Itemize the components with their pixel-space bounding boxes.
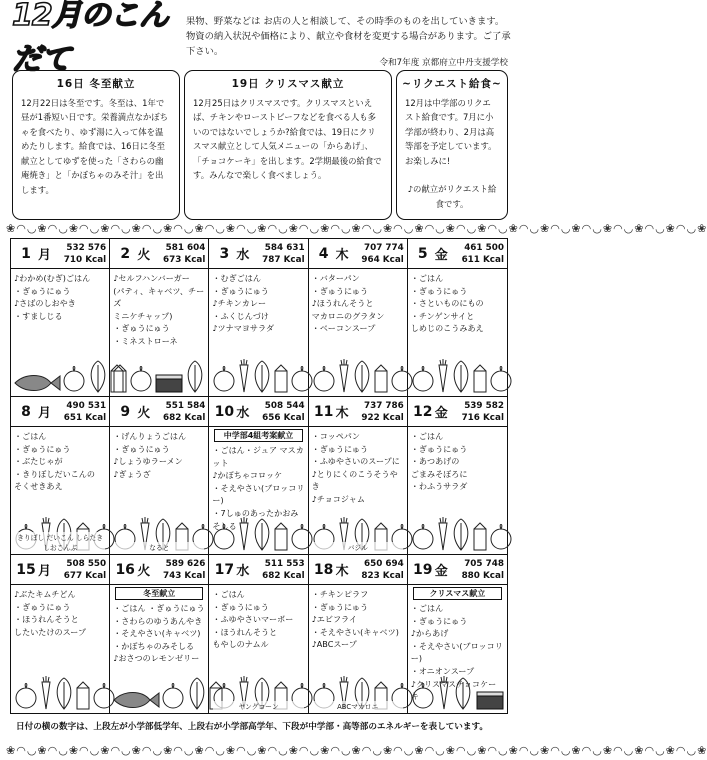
menu-item: ・ごはん <box>410 273 444 283</box>
special-menu-tag: 冬至献立 <box>115 587 203 600</box>
menu-item: ・そえやさい(ブロッコリー) <box>212 482 305 506</box>
day-cell-9 <box>110 397 209 555</box>
food-illustration <box>13 353 107 393</box>
menu-item: ・そえやさい(キャベツ) <box>113 628 201 639</box>
menu-list <box>110 585 208 665</box>
menu-item: ♪ABCスープ <box>311 639 357 650</box>
food-illustration <box>410 353 505 393</box>
menu-item: ・ほうれんそうと <box>14 614 79 625</box>
food-illustration <box>112 353 206 393</box>
calories-elementary: 508 550 <box>66 558 107 569</box>
weekday: 月 <box>38 248 52 263</box>
weekday: 月 <box>38 406 52 421</box>
calories-secondary: 743 Kcal <box>162 570 206 581</box>
calories-elementary: 461 500 <box>464 242 504 253</box>
day-header <box>408 239 507 269</box>
calories-secondary: 673 Kcal <box>162 254 206 265</box>
illustration-label: ヤングコーン <box>213 701 303 711</box>
day-header <box>309 397 407 427</box>
date-number: 9 <box>120 403 131 420</box>
date-number: 3 <box>219 245 230 262</box>
special-menu-tag: 中学部4組考案献立 <box>214 429 302 442</box>
day-cell-2 <box>110 239 209 397</box>
calories-elementary: 581 604 <box>165 242 206 253</box>
menu-item: ・ぎゅうにゅう <box>212 285 269 296</box>
menu-item: ♪チキンカレー <box>212 298 267 309</box>
calories <box>64 558 106 582</box>
menu-item: ・むぎごはん <box>212 273 261 283</box>
menu-item: ・ぎゅうにゅう <box>113 443 170 454</box>
calories-elementary: 737 786 <box>364 400 404 411</box>
menu-item: ・バターパン <box>311 273 360 283</box>
menu-item: ・きりぼしだいこんの <box>14 468 95 479</box>
food-illustration <box>211 511 305 551</box>
weekday: 金 <box>434 248 448 263</box>
day-header <box>110 397 208 427</box>
menu-item: ♪ぎょうざ <box>113 468 151 479</box>
menu-item: ♪エビフライ <box>311 614 357 625</box>
menu-item: ・ごはん・ジュア マスカット <box>212 445 304 468</box>
notice <box>186 14 512 59</box>
calories <box>462 400 504 424</box>
illustration-label: きりぼし だいこん しらたき しおこんぶ <box>15 532 105 552</box>
menu-item: ♪わかめ(むぎ)ごはん <box>14 273 91 283</box>
menu-item: ・すましじる <box>14 310 63 321</box>
winter-solstice-box <box>12 70 180 220</box>
weekday: 木 <box>335 564 349 579</box>
page-title-text: 12月のこんだて <box>12 0 168 77</box>
day-cell-19 <box>408 555 507 713</box>
special-menu-tag: クリスマス献立 <box>413 587 502 600</box>
menu-item: ♪しょうゆラーメン <box>113 456 183 467</box>
weekday: 金 <box>434 406 448 421</box>
menu-list <box>408 427 507 493</box>
day-header <box>11 555 109 585</box>
box-extra: ♪の献立がリクエスト給食です。 <box>407 184 497 209</box>
day-header <box>209 239 307 269</box>
menu-item: ♪ぶたキムチどん <box>14 589 76 599</box>
footer-note: 日付の横の数字は、上段左が小学部低学年、上段右が小学部高学年、下段が中学部・高等部のエネルギーを表しています。 <box>16 722 488 732</box>
day-cell-11 <box>309 397 408 555</box>
menu-item: マカロニのグラタン <box>311 310 385 321</box>
menu-list <box>209 585 307 651</box>
date-number: 1 <box>21 245 31 262</box>
date-number: 16 <box>115 561 135 578</box>
calories-secondary: 682 Kcal <box>162 412 206 423</box>
box-heading: 19日 クリスマス献立 <box>231 78 345 90</box>
calories <box>462 558 504 582</box>
weekday: 火 <box>137 406 151 421</box>
weekday: 水 <box>236 406 250 421</box>
food-illustration <box>112 670 206 710</box>
calories-secondary: 964 Kcal <box>361 254 404 265</box>
menu-item: ・7しゅのあったかおみそしる <box>212 507 299 531</box>
menu-list <box>309 269 407 335</box>
calories-elementary: 705 748 <box>464 558 504 569</box>
menu-item: ・ごはん <box>410 431 444 441</box>
day-cell-16 <box>110 555 209 713</box>
day-cell-1 <box>11 239 110 397</box>
weekday: 火 <box>137 248 151 263</box>
menu-calendar <box>10 238 508 714</box>
menu-item: ・ミネストローネ <box>113 335 178 346</box>
menu-list <box>110 269 208 348</box>
request-box <box>396 70 508 220</box>
menu-item: ・げんりょうごはん <box>113 431 187 441</box>
menu-item: ・ぎゅうにゅう <box>311 285 369 296</box>
menu-item: したいたけのスープ <box>14 626 87 637</box>
weekday: 金 <box>434 564 448 579</box>
calories-secondary: 677 Kcal <box>63 570 107 581</box>
date-number: 5 <box>417 245 428 262</box>
menu-item: そくせきあえ <box>14 481 63 492</box>
menu-item: ・ごはん <box>212 589 245 599</box>
date-number: 8 <box>21 403 31 420</box>
menu-item: ・さわらのゆうあんやき <box>113 615 203 626</box>
scallop-border-bottom: ❀◠◡❀◠◡❀◠◡❀◠◡❀◠◡❀◠◡❀◠◡❀◠◡❀◠◡❀◠◡❀◠◡❀◠◡❀◠◡❀◠◡❀◠◡❀◠◡❀◠◡❀◠◡❀◠◡❀◠◡❀◠◡❀◠◡❀ <box>6 744 707 757</box>
calories-elementary: 589 626 <box>165 558 206 569</box>
day-header <box>110 555 208 585</box>
scallop-border-top: ❀◠◡❀◠◡❀◠◡❀◠◡❀◠◡❀◠◡❀◠◡❀◠◡❀◠◡❀◠◡❀◠◡❀◠◡❀◠◡❀◠◡❀◠◡❀◠◡❀◠◡❀◠◡❀◠◡❀◠◡❀◠◡❀◠◡❀ <box>6 222 707 235</box>
calories-elementary: 508 544 <box>264 400 305 411</box>
calories-secondary: 880 Kcal <box>461 570 504 581</box>
food-illustration <box>311 353 405 393</box>
menu-item: ♪かぼちゃコロッケ <box>212 470 283 481</box>
calories-secondary: 716 Kcal <box>461 412 504 423</box>
christmas-box <box>184 70 392 220</box>
date-number: 12 <box>413 403 433 420</box>
menu-item: ・ベーコンスープ <box>311 323 376 334</box>
notice-line-1: 果物、野菜などは お店の人と相談して、その時季のものを出していきます。 <box>186 16 505 27</box>
menu-item: ・そえやさい(キャベツ) <box>311 626 399 637</box>
calories-elementary: 490 531 <box>66 400 107 411</box>
menu-list <box>11 585 109 638</box>
menu-item: ・ふくじんづけ <box>212 310 269 321</box>
calories <box>361 400 403 424</box>
menu-item: ・ほうれんそうと <box>212 626 278 637</box>
day-header <box>209 397 307 427</box>
calories <box>64 400 106 424</box>
day-cell-18 <box>309 555 408 713</box>
issuer: 令和7年度 京都府立中丹支援学校 <box>379 58 508 68</box>
menu-item: ・チンゲンサイと <box>410 310 475 321</box>
menu-item: ・ぎゅうにゅう <box>14 601 71 612</box>
menu-item: ・ごはん <box>410 603 444 613</box>
illustration-label: なると <box>114 542 204 552</box>
menu-item: ・ぶたじゃが <box>14 456 63 467</box>
menu-list <box>309 585 407 651</box>
calories-elementary: 650 694 <box>364 558 404 569</box>
calories-secondary: 823 Kcal <box>361 570 404 581</box>
calories-secondary: 651 Kcal <box>63 412 107 423</box>
menu-item: ・ふゆやさいマーボー <box>212 614 294 625</box>
day-cell-5 <box>408 239 507 397</box>
weekday: 月 <box>38 564 52 579</box>
date-number: 15 <box>16 561 36 578</box>
calories <box>462 242 504 266</box>
menu-item: ・ごはん <box>14 431 47 441</box>
menu-item: ・ぎゅうにゅう <box>311 601 369 612</box>
calories <box>361 242 403 266</box>
calories-secondary: 656 Kcal <box>262 412 305 423</box>
calories <box>163 558 205 582</box>
day-header <box>11 239 109 269</box>
date-number: 10 <box>214 403 235 420</box>
day-header <box>209 555 307 585</box>
day-cell-12 <box>408 397 507 555</box>
menu-item: ・かぼちゃのみそしる <box>113 640 195 651</box>
menu-list <box>11 427 109 493</box>
menu-item: ♪とりにくのこうそうやき <box>311 468 398 492</box>
calories-elementary: 511 553 <box>264 558 305 569</box>
menu-item: しめじのこうみあえ <box>410 323 484 334</box>
menu-item: ♪さばのしおやき <box>14 298 76 309</box>
date-number: 4 <box>318 245 329 262</box>
menu-item: ・オニオンスープ <box>410 665 475 676</box>
box-heading: 16日 冬至献立 <box>56 78 136 90</box>
food-illustration <box>13 670 107 710</box>
menu-item: ・そえやさい(ブロッコリー) <box>410 640 503 664</box>
box-body: 12月は中学部のリクエスト給食です。7月に小学部が終わり、2月は高等部を予定しています。お楽しみに! <box>405 97 497 166</box>
calories-elementary: 532 576 <box>66 242 107 253</box>
notice-line-2: 物資の納入状況や価格により、献立や食材を変更する場合があります。ご了承下さい。 <box>186 31 511 57</box>
calories-elementary: 584 631 <box>264 242 305 253</box>
menu-item: ・ぎゅうにゅう <box>212 601 269 612</box>
day-header <box>309 555 407 585</box>
menu-item: ・さといものにもの <box>410 298 484 309</box>
calories-elementary: 707 774 <box>364 242 404 253</box>
menu-item: ・わふうサラダ <box>410 481 468 492</box>
day-header <box>11 397 109 427</box>
date-number: 2 <box>120 245 131 262</box>
calories-secondary: 682 Kcal <box>262 570 305 581</box>
menu-item: ごまみそぼろに <box>410 468 468 479</box>
food-illustration <box>410 670 505 710</box>
menu-item: ♪からあげ <box>410 628 449 639</box>
date-number: 18 <box>313 561 334 578</box>
menu-item: ♪ツナマヨサラダ <box>212 323 275 334</box>
menu-item: ・ぎゅうにゅう <box>14 443 71 454</box>
date-number: 17 <box>214 561 235 578</box>
menu-item: ・ぎゅうにゅう <box>410 443 468 454</box>
menu-item: ・あつあげの <box>410 456 460 467</box>
menu-list <box>309 427 407 506</box>
menu-list <box>209 269 307 335</box>
illustration-label: ABCマカロニ <box>313 701 403 711</box>
weekday: 木 <box>335 248 349 263</box>
illustration-label: バジル <box>313 542 403 552</box>
menu-item: ・ぎゅうにゅう <box>311 443 369 454</box>
menu-item: ・ぎゅうにゅう <box>14 285 71 296</box>
day-cell-8 <box>11 397 110 555</box>
day-cell-3 <box>209 239 308 397</box>
calories <box>262 242 304 266</box>
menu-item: ♪ほうれんそうと <box>311 298 374 309</box>
menu-item: ♪おさつのレモンゼリー <box>113 653 200 664</box>
box-body: 12月25日はクリスマスです。クリスマスといえば、チキンやローストビーフなどを食べる人も多いのではないでしょうか?給食では、19日にクリスマス献立として人気メニューの「からあげ」、「チョコケーキ」を出します。2学期最後の給食です。みんなで楽しく食べましょう。 <box>193 97 382 180</box>
day-cell-10 <box>209 397 308 555</box>
menu-item: ・コッペパン <box>311 431 360 441</box>
weekday: 木 <box>335 406 349 421</box>
calories-secondary: 787 Kcal <box>262 254 305 265</box>
day-header <box>110 239 208 269</box>
weekday: 火 <box>137 564 151 579</box>
menu-item: ♪クリスマスチョコケーキ <box>410 678 497 702</box>
menu-item: ・ごはん ・ぎゅうにゅう <box>113 603 205 613</box>
calories <box>262 400 304 424</box>
calories-elementary: 551 584 <box>165 400 206 411</box>
calories-secondary: 922 Kcal <box>361 412 404 423</box>
date-number: 19 <box>413 561 433 578</box>
menu-item: ♪セルフハンバーガー <box>113 273 190 283</box>
calories-secondary: 710 Kcal <box>63 254 107 265</box>
menu-item: ・ふゆやさいのスープに <box>311 456 400 467</box>
calories <box>361 558 403 582</box>
menu-item: ・ぎゅうにゅう <box>410 615 468 626</box>
menu-list <box>408 269 507 335</box>
day-header <box>309 239 407 269</box>
day-cell-15 <box>11 555 110 713</box>
day-header <box>408 555 507 585</box>
calories-secondary: 611 Kcal <box>461 254 504 265</box>
day-cell-17 <box>209 555 308 713</box>
menu-list <box>11 269 109 322</box>
menu-item: ミニケチャップ) <box>113 310 173 321</box>
calories-elementary: 539 582 <box>464 400 504 411</box>
menu-item: ・ぎゅうにゅう <box>113 323 170 334</box>
menu-item: もやしのナムル <box>212 639 269 650</box>
day-header <box>408 397 507 427</box>
menu-item: ・チキンピラフ <box>311 589 369 599</box>
calories <box>163 400 205 424</box>
menu-item: ♪チョコジャム <box>311 493 365 504</box>
food-illustration <box>211 353 305 393</box>
calories <box>64 242 106 266</box>
day-cell-4 <box>309 239 408 397</box>
menu-list <box>110 427 208 480</box>
menu-item: ・ぎゅうにゅう <box>410 285 468 296</box>
calories <box>262 558 304 582</box>
weekday: 水 <box>236 248 250 263</box>
page-title <box>12 0 170 77</box>
box-body: 12月22日は冬至です。冬至は、1年で昼が1番短い日です。栄養満点なかぼちゃを食べたり、ゆず湯に入って体を温めたりします。給食では、16日に冬至献立としてゆずを使った「さわらの幽庵焼き」と「かぼちゃのみそ汁」を出します。 <box>21 97 169 195</box>
food-illustration <box>410 511 505 551</box>
box-heading: ~リクエスト給食~ <box>402 78 502 90</box>
menu-item: (パティ、キャベツ、チーズ <box>113 285 205 309</box>
date-number: 11 <box>313 403 334 420</box>
calories <box>163 242 205 266</box>
weekday: 水 <box>236 564 250 579</box>
